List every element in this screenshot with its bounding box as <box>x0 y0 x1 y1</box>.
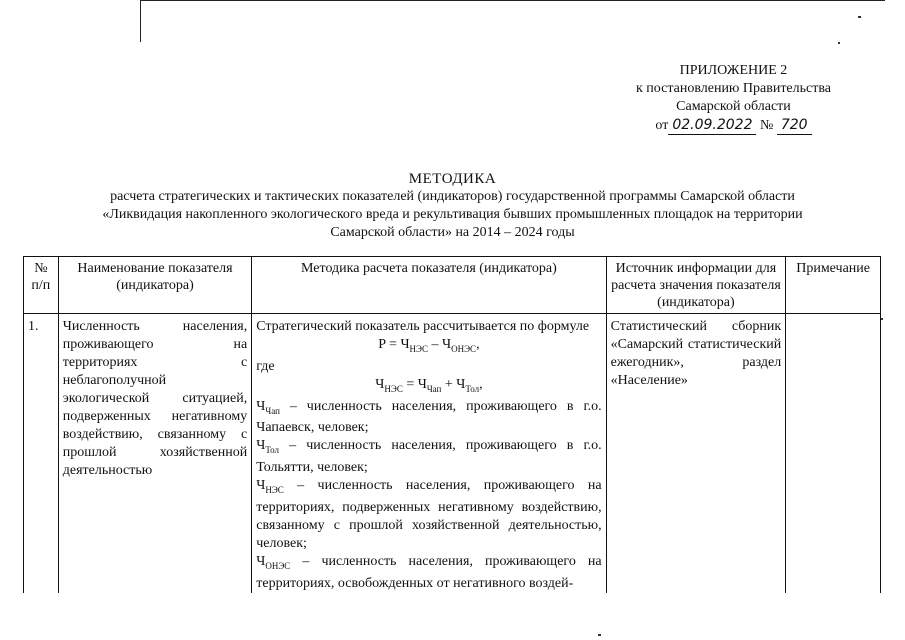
definition-tol: $Ч_{Тол}$ – численность населения, проживающего в г.о. Тольятти, человек; <box>256 438 602 476</box>
scan-border-left <box>140 0 141 42</box>
header-name: Наименование показателя (индикатора) <box>58 257 252 314</box>
title-line3: Самарской области» на 2014 – 2024 годы <box>330 225 575 240</box>
appendix-title: ПРИЛОЖЕНИЕ 2 <box>679 63 788 78</box>
number-prefix: № <box>759 118 774 133</box>
appendix-date-line <box>636 116 831 135</box>
definition-chap: $Ч_{Чап}$ – численность населения, проживающего в г.о. Чапаевск, человек; <box>256 398 602 436</box>
scan-speck <box>598 634 601 636</box>
scan-border-top <box>140 0 885 1</box>
row-num: 1. <box>24 314 59 593</box>
appendix-line3: Самарской области <box>676 99 791 114</box>
scan-speck <box>858 16 861 18</box>
method-intro: Стратегический показатель рассчитывается по формуле <box>256 319 590 334</box>
document-title <box>0 170 905 242</box>
row-indicator-name: Численность населения, проживающего на территориях с неблагополучной экологической ситуацией, подверженных негативному воздействию, связанному с прошлой хозяйственной деятельностью <box>58 314 252 593</box>
header-note: Примечание <box>786 257 881 314</box>
handwritten-number: 720 <box>777 116 812 135</box>
table-row <box>24 314 881 593</box>
handwritten-date: 02.09.2022 <box>668 116 756 135</box>
title-line1: расчета стратегических и тактических показателей (индикаторов) государственной программы Самарской области <box>110 189 795 204</box>
header-method: Методика расчета показателя (индикатора) <box>252 257 606 314</box>
row-note <box>786 314 881 593</box>
date-prefix: от <box>655 118 669 133</box>
definition-nes: $Ч_{НЭС}$ – численность населения, проживающего на территориях, подверженных негативному воздействию, связанному с прошлой хозяйственной деятельностью, человек; <box>256 478 602 551</box>
definition-ones: $Ч_{ОНЭС}$ – численность населения, проживающего на территориях, освобожденных от негативного воздей- <box>256 553 602 591</box>
title-heading: МЕТОДИКА <box>408 171 497 187</box>
scan-speck <box>838 42 840 44</box>
appendix-line2: к постановлению Правительства <box>635 81 831 96</box>
header-source: Источник информации для расчета значения показателя (индикатора) <box>606 257 786 314</box>
table-header-row <box>24 257 881 314</box>
appendix-block <box>636 62 831 135</box>
header-num: № п/п <box>24 257 59 314</box>
formula-p: $P = Ч_{НЭС} - Ч_{ОНЭС}$, <box>378 337 480 354</box>
method-where: где <box>256 358 275 374</box>
formula-nes: $Ч_{НЭС} = Ч_{Чап} + Ч_{Тол}$, <box>375 376 483 394</box>
row-method <box>252 314 606 593</box>
row-source: Статистический сборник «Самарский статистический ежегодник», раздел «Население» <box>606 314 786 593</box>
title-line2: «Ликвидация накопленного экологического вреда и рекультивация бывших промышленных площадок на территории <box>102 207 803 222</box>
indicators-table <box>23 256 881 593</box>
